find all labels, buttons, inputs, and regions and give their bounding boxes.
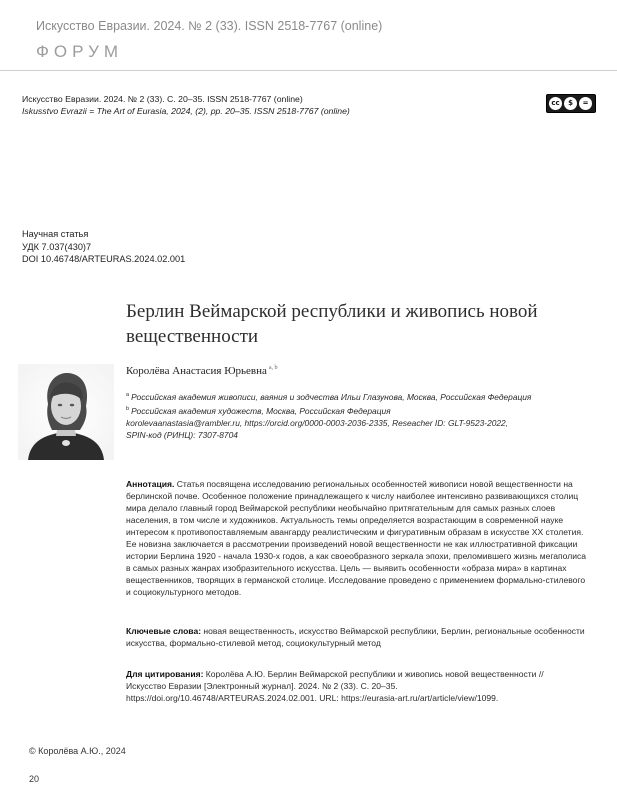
affiliations: [126, 389, 531, 441]
copyright-notice: © Королёва А.Ю., 2024: [29, 746, 126, 756]
affiliation-a: [126, 389, 531, 403]
abstract-label: Аннотация.: [126, 479, 175, 489]
citation-label: Для цитирования:: [126, 669, 204, 679]
affiliation-b-text: Российская академия художеств, Москва, Российская Федерация: [131, 405, 391, 416]
cc-glyph: cc: [549, 97, 562, 110]
doi[interactable]: DOI 10.46748/ARTEURAS.2024.02.001: [22, 254, 186, 264]
section-label: ФОРУМ: [36, 42, 124, 61]
by-glyph: $: [564, 97, 577, 110]
affiliation-mark-b: b: [126, 405, 130, 412]
citation-line-ru: Искусство Евразии. 2024. № 2 (33). С. 20–35. ISSN 2518-7767 (online): [22, 94, 303, 104]
cc-by-icon[interactable]: [546, 94, 596, 113]
udc-code: УДК 7.037(430)7: [22, 241, 92, 252]
running-head: Искусство Евразии. 2024. № 2 (33). ISSN 2518-7767 (online): [36, 19, 383, 33]
abstract: [126, 478, 586, 598]
keywords-label: Ключевые слова:: [126, 626, 202, 636]
page-number: 20: [29, 774, 40, 784]
keywords-text: новая вещественность, искусство Веймарской республики, Берлин, региональные особенности искусства, формально-стилевой метод, социокультурный метод: [126, 626, 585, 649]
article-type: Научная статья: [22, 229, 89, 239]
citation-line-en: Iskusstvo Evrazii = The Art of Eurasia, 2024, (2), pp. 20–35. ISSN 2518-7767 (online): [22, 106, 350, 116]
citation-recommendation: [126, 668, 586, 704]
author-line: [126, 365, 278, 377]
author-affiliation-marks: a, b: [268, 365, 278, 372]
nd-glyph: =: [579, 97, 592, 110]
journal-citation-lines: [22, 93, 350, 117]
article-meta: [22, 228, 185, 266]
affiliation-b: [126, 403, 531, 417]
author-contacts[interactable]: korolevaanastasia@rambler.ru, https://orcid.org/0000-0003-2036-2335, Reseacher ID: GLT-9523-2022,: [126, 417, 509, 428]
author-portrait: [18, 364, 114, 460]
header-divider: [0, 70, 617, 71]
affiliation-mark-a: a: [126, 392, 130, 398]
keywords: [126, 625, 586, 649]
author-name: Королёва Анастасия Юрьевна: [126, 365, 267, 377]
author-spin: SPIN-код (РИНЦ): 7307-8704: [126, 429, 238, 440]
affiliation-a-text: Российская академия живописи, ваяния и зодчества Ильи Глазунова, Москва, Российская Федерация: [131, 391, 532, 402]
article-title: Берлин Веймарской республики и живопись новой вещественности: [126, 301, 538, 347]
abstract-text: Статья посвящена исследованию региональных особенностей живописи новой вещественности на берлинской почве. Особенное положение принадлежащего к числу наиболее интенсивно развивающихся столиц мира делало главный город Веймарской республики необычайно притягательным для самых разных слоев населения, в том числе и художников. Актуальность темы определяется возрастающим в современной науке интересом к противопоставляемым авангарду реалистическим и фигуративным образам в искусстве XX столетия. Ее новизна заключается в рассмотрении произведений новой вещественности не как иллюстративной фиксации истории Берлина 1920 - начала 1930-х годов, а как своеобразного зеркала эпохи, преломившего жизнь мегаполиса в самых разных жанрах изобразительного искусства. Цель — выявить особенности «образа мира» в картинах вещественников, творящих в германской столице. Исследование проведено с применением формально-стилевого и социокультурного методов.: [126, 479, 586, 598]
citation-text[interactable]: Королёва А.Ю. Берлин Веймарской республики и живопись новой вещественности // Искусство Евразии [Электронный журнал]. 2024. № 2 (33). С. 20–35. https://doi.org/10.46748/ARTEURAS.2024.02.001. URL: https://eurasia-art.ru/art/article/view/1099.: [126, 669, 544, 704]
